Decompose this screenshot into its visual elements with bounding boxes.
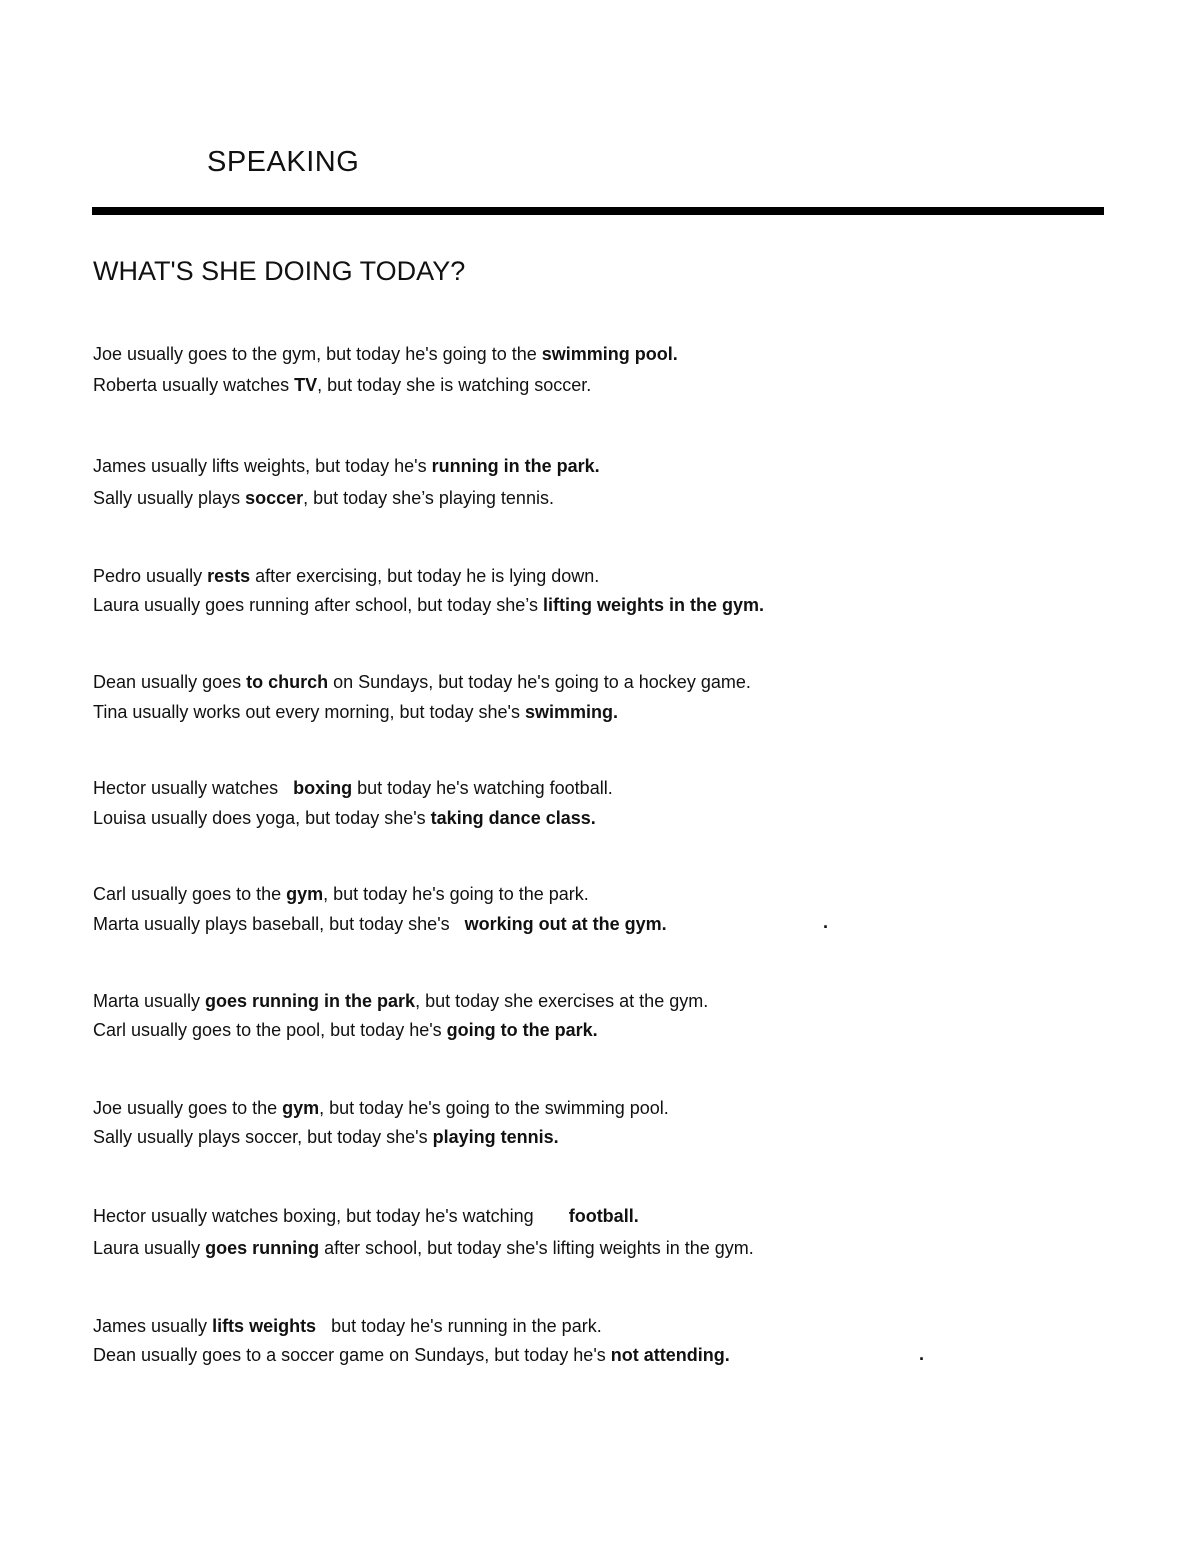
sentence-line [93,701,618,723]
page-title: SPEAKING [207,146,360,178]
sentence-emphasis: working out at the gym. [464,914,667,934]
sentence-text: Sally usually plays soccer, but today she's [93,1127,433,1147]
sentence-text: but today he's running in the park. [316,1316,602,1336]
sentence-emphasis: running in the park. [431,456,600,476]
sentence-line [93,1344,730,1366]
sentence-text: Hector usually watches [93,778,294,798]
sentence-emphasis: lifting weights in the gym. [542,595,764,615]
sentence-text: , but today she’s playing tennis. [303,488,554,508]
sentence-line [93,671,751,693]
sentence-text: Dean usually goes [93,672,247,692]
sentence-text: Carl usually goes to the pool, but today he's [93,1020,447,1040]
sentence-emphasis: goes running [205,1238,320,1258]
sentence-emphasis: playing tennis. [432,1127,559,1147]
sentence-text: Joe usually goes to the [93,1098,283,1118]
sentence-text: , but today he's going to the swimming pool. [319,1098,669,1118]
sentence-emphasis: TV [294,375,318,395]
sentence-text: Hector usually watches boxing, but today he's watching [93,1206,569,1226]
section-heading: WHAT'S SHE DOING TODAY? [93,256,466,286]
sentence-line [93,343,678,365]
sentence-text: James usually lifts weights, but today he's [93,456,432,476]
sentence-emphasis: goes running in the park [205,991,416,1011]
heading-divider [92,207,1104,215]
sentence-line [93,1315,602,1337]
sentence-emphasis: going to the park. [446,1020,598,1040]
sentence-text: on Sundays, but today he's going to a hockey game. [328,672,751,692]
sentence-emphasis: soccer [245,488,304,508]
sentence-line [93,594,764,616]
sentence-emphasis: taking dance class. [430,808,596,828]
sentence-emphasis: swimming. [524,702,618,722]
sentence-emphasis: rests [207,566,251,586]
sentence-text: Roberta usually watches [93,375,295,395]
sentence-text: Laura usually goes running after school, but today she’s [93,595,543,615]
sentence-line [93,990,708,1012]
trailing-period: . [919,1344,925,1364]
sentence-emphasis: to church [246,672,329,692]
sentence-line [93,1097,669,1119]
sentence-text: Sally usually plays [93,488,246,508]
sentence-text: , but today she exercises at the gym. [415,991,709,1011]
sentence-text: Marta usually [93,991,206,1011]
sentence-line [93,565,599,587]
sentence-text: after exercising, but today he is lying down. [250,566,600,586]
sentence-emphasis: boxing [293,778,353,798]
sentence-text: Tina usually works out every morning, but today she's [93,702,525,722]
sentence-line [93,487,554,509]
sentence-text: Louisa usually does yoga, but today she's [93,808,431,828]
sentence-line [93,913,667,935]
sentence-emphasis: lifts weights [212,1316,317,1336]
sentence-text: but today he's watching football. [352,778,613,798]
sentence-emphasis: not attending. [610,1345,730,1365]
sentence-text: Carl usually goes to the [93,884,287,904]
trailing-period: . [823,912,829,932]
sentence-line [93,883,589,905]
sentence-line [93,1126,559,1148]
sentence-line [93,1237,754,1259]
sentence-emphasis: football. [568,1206,639,1226]
sentence-line [93,1019,598,1041]
sentence-text: Marta usually plays baseball, but today she's [93,914,465,934]
sentence-text: Dean usually goes to a soccer game on Sundays, but today he's [93,1345,611,1365]
sentence-line [93,777,613,799]
sentence-emphasis: gym [286,884,324,904]
sentence-emphasis: swimming pool. [541,344,678,364]
sentence-text: , but today he's going to the park. [323,884,589,904]
sentence-line [93,807,596,829]
sentence-line [93,374,591,396]
sentence-emphasis: gym [282,1098,320,1118]
sentence-text: Laura usually [93,1238,206,1258]
sentence-line [93,455,600,477]
sentence-text: after school, but today she's lifting weights in the gym. [319,1238,754,1258]
sentence-line [93,1205,639,1227]
sentence-text: Pedro usually [93,566,208,586]
sentence-text: James usually [93,1316,213,1336]
sentence-text: Joe usually goes to the gym, but today he's going to the [93,344,542,364]
sentence-text: , but today she is watching soccer. [317,375,592,395]
